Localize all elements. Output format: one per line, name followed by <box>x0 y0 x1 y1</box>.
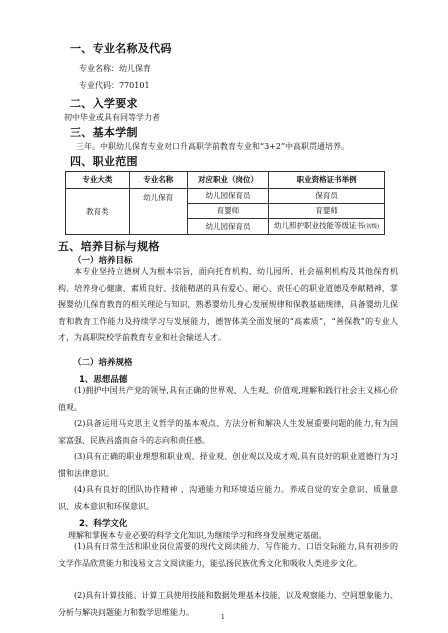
admission-text: 初中毕业或具有同等学力者 <box>64 113 160 122</box>
table-cell-category: 教育类 <box>66 189 130 235</box>
science-intro: 理解和掌握本专业必要的科学文化知识,为继续学习和终身发展奠定基础。 <box>68 531 327 540</box>
table-header: 职业资格证书举例 <box>269 172 385 189</box>
table-cell-cert: 保育员 <box>269 189 385 204</box>
major-code: 专业代码：770101 <box>79 81 150 90</box>
section-4-heading: 四、职业范围 <box>70 155 138 168</box>
table-header: 对应职业（岗位） <box>187 172 269 189</box>
table-header: 专业大类 <box>66 172 130 189</box>
table-row <box>66 189 385 204</box>
table-cell-job: 幼儿园保育员 <box>187 189 269 204</box>
cert-text: 幼儿照护职业技能等级证书 <box>274 221 365 230</box>
table-header: 专业名称 <box>129 172 187 189</box>
section-2-heading: 二、入学要求 <box>70 97 138 110</box>
science-item: (2)具有计算技能、计算工具使用技能和数据处理基本技能，以及观察能力、空间想象能力、分析与解决问题能力和数学思维能力。 <box>58 591 398 617</box>
section-3-heading: 三、基本学制 <box>70 126 138 139</box>
table-cell-major: 幼儿保育 <box>129 189 187 235</box>
spec-heading: （二）培养规格 <box>73 358 133 368</box>
moral-item: (1)拥护中国共产党的领导,具有正确的世界观、人生观、价值观,理解和践行社会主义核心价值观。 <box>58 386 398 412</box>
moral-item: (4)具有良好的团队协作精神 、沟通能力和环境适应能力。养成自觉的安全意识、质量意识、成本意识和环保意识。 <box>58 485 398 511</box>
table-cell-job: 育婴师 <box>187 204 269 219</box>
moral-item: (2)具备运用马克思主义哲学的基本观点、方法分析和解决人生发展重要问题的能力,有为国家富强、民族昌盛而奋斗的志向和责任感。 <box>58 419 398 445</box>
section-5-heading: 五、培养目标与规格 <box>58 240 160 253</box>
science-heading: 2、科学文化 <box>79 519 128 529</box>
duration-text: 三年。中职幼儿保育专业对口升高职学前教育专业和“3+2”中高职贯通培养。 <box>76 142 350 151</box>
page-number: 1 <box>221 614 225 621</box>
science-item: (1)具有日常生活和职业岗位需要的现代文阅读能力、写作能力、口语交际能力,具有初步的文学作品欣赏能力和浅易文言文阅读能力，能弘扬民族优秀文化和吸收人类进步文化。 <box>58 542 398 568</box>
career-table <box>65 171 385 235</box>
goal-paragraph: 本专业坚持立德树人为根本宗旨，面向托育机构、幼儿园所、社会福利机构及其他保育机构、培养身心健康、素质良好、技能精湛的具有爱心、耐心、责任心的职业道德及奉献精神，掌握婴幼儿保育教育的相关理论与知识，熟悉婴幼儿身心发展规律和保教基础规律，具备婴幼儿保育和教育工作能力及持续学习与发展能力，德智体美全面发展的“高素质”，“善保教”的专业人才，为高职院校学前教育专业和社会输送人才。 <box>58 267 398 342</box>
goal-heading: （一）培养目标 <box>73 256 133 266</box>
cert-level-note: (初级) <box>364 224 380 230</box>
section-1-heading: 一、专业名称及代码 <box>70 42 172 55</box>
moral-heading: 1、思想品德 <box>79 375 128 385</box>
table-cell-cert: 育婴师 <box>269 204 385 219</box>
table-cell-job: 幼儿园保育员 <box>187 219 269 235</box>
table-cell-cert <box>269 219 385 235</box>
moral-item: (3)具有正确的职业理想和职业观、择业观、创业观以及成才观,具有良好的职业道德行为习惯和法律意识。 <box>58 452 398 478</box>
major-name: 专业名称：幼儿保育 <box>79 64 151 73</box>
table-header-row <box>66 172 385 189</box>
